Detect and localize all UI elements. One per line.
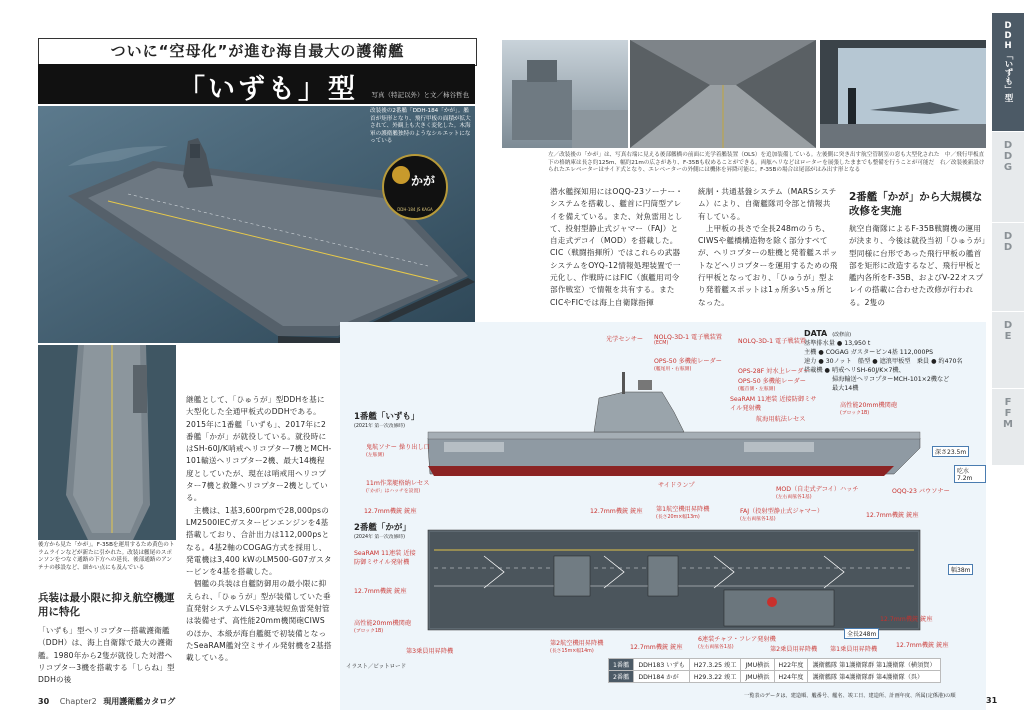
left-section-heading: 兵装は最小限に抑え航空機運用に特化 — [38, 592, 175, 619]
callout: 12.7mm機銃 銃座 — [896, 642, 949, 649]
callout: NOLQ-3D-1 電子戦装置 (ECM) — [654, 334, 722, 346]
title-band — [38, 64, 475, 104]
table-cell: H22年度 — [774, 659, 808, 671]
ship2-name — [354, 521, 411, 540]
callout: 光学センサー — [606, 336, 644, 343]
tab-dd-label: DD — [1002, 231, 1014, 253]
ship-diagram-panel — [340, 322, 986, 710]
callout: 12.7mm機銃 銃座 — [880, 616, 933, 623]
main-photo-caption: 改装後の2番艦「DDH-184「かが」。艦首が矩形となり、飛行甲板の面積が拡大されて、外観上も大きく変化した。木海軍の護衛艦独特のようなシルエットになっている — [370, 108, 471, 145]
right-column-2: 統制・共通基盤システム（MARSシステム）により、自衛艦隊司令部と情報共有している。 上甲板の長さで全長248mのうち、CIWSや艦橋構造物を除く部分すべてが、ヘリコプターの駐機と発着艦スポットなどヘリコプターを運用するための飛行甲板となっており、「ひゅうが」型より発着艦スポットは1ヵ所多い5ヵ所となった。 — [698, 187, 838, 307]
callout: 第2航空機用昇降機 (長さ15m×幅14m) — [550, 640, 604, 654]
aerial-ship-photo — [38, 345, 176, 540]
tab-dd[interactable] — [992, 222, 1024, 311]
data-line: 搭載機 ● 哨戒ヘリSH-60J/K×7機、 — [804, 366, 905, 374]
left-body-text: 継艦として、「ひゅうが」型DDHを基に大型化した全通甲板式のDDHである。2015年に1番艦「いずも」、2017年に2番艦「かが」が就役している。就役時にはSH-60J/K哨戒ヘリコプター7機とMCH-101輸送ヘリコプター2機、最大14機程度としていたが、現在は哨戒用ヘリコプター7機と救難ヘリコプター2機としている。 主機は、1基3,600rpmで28,000psのLM2500IECガスタービンエンジンを4基搭載しており、合計出力は112,000psとなる。4基2軸のCOGAG方式を採用し、発電機は3,400 kWのLM500-G07ガスタービンを4基を搭載した。 個艦の兵装は自艦防御用の最小限に抑えられ、「ひゅうが」型が装備していた垂直発射システムVLSや3連装短魚雷発射管は装備せず、高性能20mm機関砲CIWSのほか、本級が海自艦艇で初装備となったSeaRAM艦対空ミサイル発射機を2基搭載している。 — [186, 395, 332, 663]
table-cell: 護衛艦隊 第1護衛隊群 第1護衛隊（横須賀） — [808, 659, 940, 671]
data-title: DATA — [804, 329, 828, 338]
table-cell: H27.3.25 竣工 — [689, 659, 741, 671]
tab-ffm-label: FFM — [1002, 397, 1014, 430]
callout: 12.7mm機銃 銃座 — [590, 508, 643, 515]
tab-ddh[interactable] — [992, 12, 1024, 131]
callout: OQQ-23 バウソナー — [892, 488, 950, 495]
data-title-note: (改修前) — [832, 332, 852, 338]
photo-elevator-f35b — [820, 40, 986, 148]
callout: 高性能20mm機関砲 (ブロック1B) — [840, 402, 898, 416]
callout: 12.7mm機銃 銃座 — [354, 588, 407, 595]
table-cell: JMU横浜 — [741, 659, 774, 671]
beam-dim: 幅38m — [948, 564, 973, 575]
table-row — [609, 671, 941, 683]
ship1-side-profile — [424, 362, 924, 482]
right-column-3: 航空自衛隊によるF-35B戦闘機の運用が決まり、今後は就役当初「ひゅうが」型同様に台形であった飛行甲板の艦首部を矩形に改造するなど、飛行甲板と艦内各所をF-35B、およびV-22オスプレイの搭載に合わせた改修が行われる。2隻の — [849, 224, 986, 307]
aerial-photo-caption: 後方から見た「かが」。F-35Bを運用するため黄色のトラムラインなどが新たに引かれた。改装は艦尾のスポンソンをつなぐ通路の下方への延長、後部通路のアンテナの移設など、細かい点にも及んでいる — [38, 542, 175, 571]
callout: 第1乗員用昇降機 — [830, 646, 878, 653]
table-row — [609, 659, 941, 671]
ship1-sub: (2021年 第一次改修時) — [354, 424, 406, 429]
data-line: 主機 ● COGAG ガスタービン4基 112,000PS — [804, 348, 934, 356]
emblem-subtext: DDH-184 JS KAGA — [397, 207, 433, 212]
tab-ddh-label: DDH「いずも」型 — [1003, 21, 1013, 102]
draft-dim: 吃水7.2m — [954, 465, 986, 483]
callout: 12.7mm機銃 銃座 — [364, 508, 417, 515]
ship1-label: 1番艦「いずも」 — [354, 412, 420, 422]
catalog-label: 現用護衛艦カタログ — [103, 697, 176, 706]
data-line: 最大14機 — [832, 384, 859, 392]
right-column-1: 潜水艦探知用にはOQQ-23ソーナー・システムを搭載し、艦首に円筒型アレイを備えている。また、対魚雷用として、投射型静止式ジャマー（FAJ）と自走式デコイ（MOD）を搭載した。CIC（戦闘指揮所）ではこれらの武器システムをOYQ-12情報処理装置で一元化し、作戦時にはFIC（旗艦用司令部作戦室）で情報を共有する。またCICやFICでは海上自衛隊指揮 — [550, 187, 684, 307]
callout: NOLQ-3D-1 電子戦装置 — [738, 338, 806, 345]
page-title: 「いずも」型 — [178, 74, 358, 105]
table-cell: H29.3.22 竣工 — [689, 671, 741, 683]
table-cell: JMU横浜 — [741, 671, 774, 683]
callout: SeaRAM 11連装 近接防御ミサイル発射機 — [354, 550, 416, 566]
page-number-left: 30 — [38, 697, 50, 706]
footer-left — [38, 696, 175, 707]
callout: 第3乗員用昇降機 — [406, 648, 454, 655]
right-section-heading: 2番艦「かが」から大規模な改修を実施 — [849, 191, 983, 218]
length-dim: 全長248m — [844, 628, 879, 639]
aerial-deck-illustration — [38, 345, 176, 540]
callout: 高性能20mm機関砲 (ブロック1B) — [354, 620, 412, 634]
ship2-deck-plan — [424, 526, 944, 634]
tab-de-label: DE — [1002, 320, 1014, 342]
ship2-sub: (2024年 第一次改修時) — [354, 535, 406, 540]
callout: 11m作業艇格納レセス (「かが」はハッチを設置) — [366, 480, 430, 494]
title-tagline-band — [38, 38, 477, 66]
photo-credit: 写真（特記以外）と文／柿谷哲也 — [371, 91, 469, 99]
callout: 鬼航ソナー 操り出し口 (左舷側) — [366, 444, 430, 458]
top-photos-caption: 左／改装後の「かが」は、写真右端に見える後部艦橋の前面に光学着艦装置（OLS）を追加装備している。左後側に突き出す航空管制室の窓も大型化された 中／飛行甲板直下の格納庫は長さ約125m、幅約21mの広さがあり、F-35Bも収めることができる。両舷ヘリなどはローターを展張したままでも整備を行うことが可能だ 右／改装後新設けられたエレベーターはサイド式となり、エレベーターの外側には機体を昇降可能に。F-35Bの場合は尾部がはみ出す形となる — [548, 152, 985, 174]
page-number-right: 31 — [986, 696, 998, 705]
illustration-credit: イラスト／ビットロード — [346, 664, 407, 670]
photo-hangar — [630, 40, 816, 148]
callout: サイドランプ — [658, 482, 695, 489]
callout: OPS-28F 対水上レーダー — [738, 368, 810, 375]
table-cell: 2番艦 — [609, 671, 634, 683]
callout: 第1航空機用昇降機 (長さ20m×幅13m) — [656, 506, 710, 520]
table-cell: 護衛艦隊 第4護衛隊群 第4護衛隊（呉） — [808, 671, 940, 683]
callout: MOD（自走式デコイ）ハッチ (左右両舷各1基) — [776, 486, 859, 500]
table-cell: 1番艦 — [609, 659, 634, 671]
callout: OPS-50 多機能レーダー (艦尾用・右舷側) — [654, 358, 722, 372]
data-line: 速力 ● 30ノット 船型 ● 遮浪甲板型 乗員 ● 約470名 — [804, 357, 963, 365]
callout: 6連装チャフ・フレア発射機 (左右両舷各1基) — [698, 636, 776, 650]
tab-ffm[interactable] — [992, 388, 1024, 465]
ship1-name — [354, 410, 419, 429]
table-cell: DDH184 かが — [634, 671, 690, 683]
chapter-label: Chapter2 — [59, 697, 97, 706]
callout: 12.7mm機銃 銃座 — [630, 644, 683, 651]
callout: 12.7mm機銃 銃座 — [866, 512, 919, 519]
ship-list-table — [608, 658, 941, 683]
depth-dim: 深さ23.5m — [932, 446, 969, 457]
table-note: 一覧表のデータは、建造順、艦番号、艦名、竣工日、建造所、計画年度、所属(定係港)の順 — [744, 693, 956, 699]
tagline: ついに“空母化”が進む海自最大の護衛艦 — [110, 42, 405, 60]
emblem-text: かが — [411, 174, 436, 188]
callout: FAJ（投射型静止式ジャマー） (左右両舷各1基) — [740, 508, 824, 522]
callout: SeaRAM 11連装 近接防御ミサイル発射機 — [730, 396, 817, 412]
left-intro-text: 「いずも」型ヘリコプター搭載護衛艦（DDH）は、海上自衛隊で最大の護衛艦。1980年から2隻が就役した対潜ヘリコプター3機を搭載する「しらね」型DDHの後 — [38, 626, 175, 685]
kaga-emblem — [382, 154, 448, 220]
ship2-label: 2番艦「かが」 — [354, 523, 411, 533]
callout: 航海用航法レセス — [756, 416, 806, 423]
callout: 第2乗員用昇降機 — [770, 646, 818, 653]
table-cell: H24年度 — [774, 671, 808, 683]
tab-ddg-label: DDG — [1002, 140, 1014, 173]
photo-ols-bridge — [502, 40, 628, 148]
emblem-flower-icon — [392, 166, 410, 184]
tab-de[interactable] — [992, 311, 1024, 388]
main-ship-photo — [38, 106, 475, 343]
data-line: 掃海輸送ヘリコプターMCH-101×2機など — [832, 375, 950, 383]
table-cell: DDH183 いずも — [634, 659, 690, 671]
tab-ddg[interactable] — [992, 131, 1024, 222]
data-line: 基準排水量 ● 13,950 t — [804, 339, 871, 347]
callout: OPS-50 多機能レーダー (艦首側・左舷側) — [738, 378, 806, 392]
